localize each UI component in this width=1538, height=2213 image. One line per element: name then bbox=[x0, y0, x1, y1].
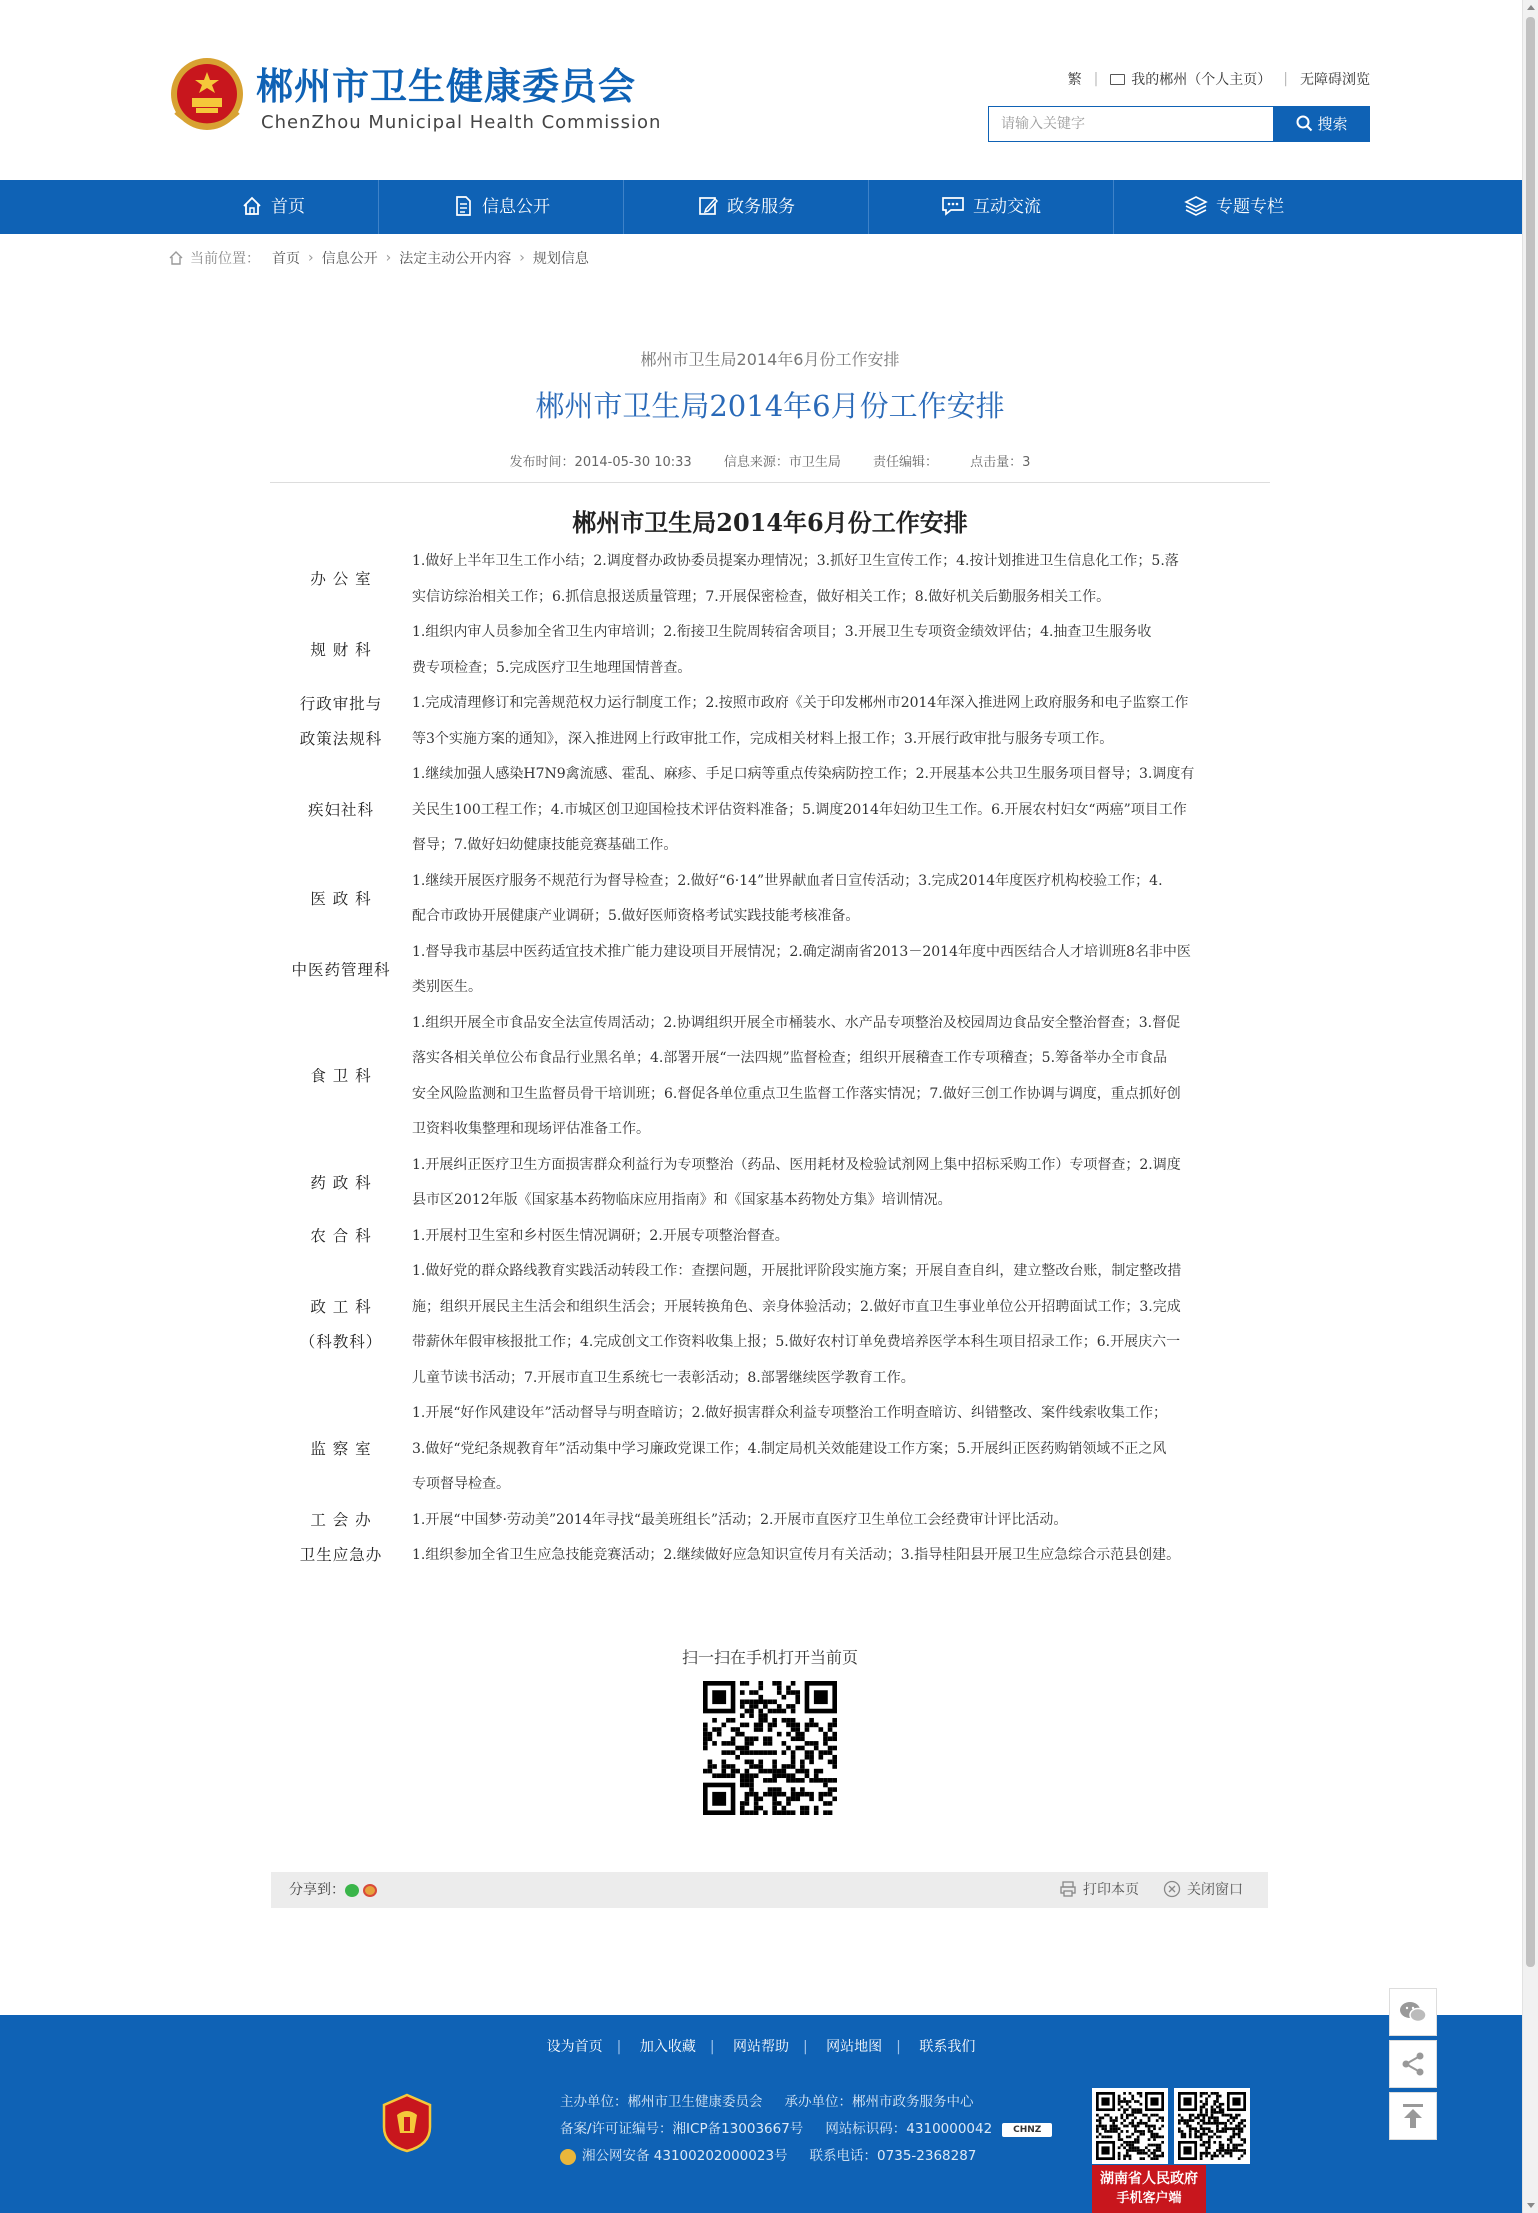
nav-label: 信息公开 bbox=[482, 197, 550, 217]
divider: | bbox=[709, 2039, 715, 2055]
department-name: 办 公 室 bbox=[310, 570, 372, 588]
footer-link-sitemap[interactable]: 网站地图 bbox=[826, 2039, 883, 2055]
divider: | bbox=[1093, 71, 1099, 87]
department-tasks: 1.组织内审人员参加全省卫生内审培训；2.衔接卫生院周转宿舍项目；3.开展卫生专项资金绩效评估；4.抽查卫生服务收 费专项检查；5.完成医疗卫生地理国情普查。 bbox=[412, 624, 1152, 676]
site-footer bbox=[0, 2015, 1522, 2213]
share-icon bbox=[1400, 2051, 1426, 2077]
back-to-top-button[interactable] bbox=[1389, 2092, 1437, 2140]
top-links bbox=[1068, 69, 1370, 89]
chevron-right-icon: › bbox=[385, 250, 392, 266]
search-icon bbox=[1296, 115, 1313, 132]
article-meta bbox=[270, 451, 1270, 470]
schedule-row bbox=[270, 686, 1270, 757]
department-tasks: 1.组织参加全省卫生应急技能竞赛活动；2.继续做好应急知识宣传月有关活动；3.指导桂阳县开展卫生应急综合示范县创建。 bbox=[412, 1547, 1181, 1563]
work-schedule bbox=[270, 544, 1270, 1574]
nav-label: 政务服务 bbox=[727, 197, 795, 217]
breadcrumb-label: 当前位置： bbox=[190, 251, 260, 267]
department-tasks: 1.开展纠正医疗卫生方面损害群众利益行为专项整治（药品、医用耗材及检验试剂网上集中招标采购工作）专项督查；2.调度 县市区2012年版《国家基本药物临床应用指南》和《国家基本药物处方集》培训情况。 bbox=[412, 1156, 1181, 1208]
print-label: 打印本页 bbox=[1083, 1882, 1139, 1898]
nav-item-special-topics[interactable] bbox=[1114, 180, 1354, 234]
nav-label: 专题专栏 bbox=[1216, 197, 1284, 217]
schedule-row bbox=[270, 935, 1270, 1006]
search-button-label: 搜索 bbox=[1317, 115, 1348, 133]
department-name: 中医药管理科 bbox=[291, 960, 391, 979]
close-window-button[interactable] bbox=[1163, 1872, 1243, 1908]
department-tasks: 1.组织开展全市食品安全法宣传周活动；2.协调组织开展全市桶装水、水产品专项整治及校园周边食品安全整治督查；3.督促 落实各相关单位公布食品行业黑名单；4.部署开展“一法四规”监督检查；组织开展稽查工作专项稽查；5.筹备举办全市食品 安全风险监测和卫生监督员骨干培训班；6.督促各单位重点卫生监督工作落实情况；7.做好三创工作协调与调度，重点抓好创 卫资料收集整理和现场评估准备工作。 bbox=[412, 1014, 1181, 1137]
schedule-row bbox=[270, 1006, 1270, 1148]
scrollbar-thumb[interactable] bbox=[1526, 17, 1535, 1967]
department-tasks: 1.继续加强人感染H7N9禽流感、霍乱、麻疹、手足口病等重点传染病防控工作；2.开展基本公共卫生服务项目督导；3.调度有 关民生100工程工作；4.市城区创卫迎国检技术评估资料准备；5.调度2014年妇幼卫生工作。6.开展农村妇女“两癌”项目工作 督导；7.做好妇幼健康技能竞赛基础工作。 bbox=[412, 766, 1195, 853]
breadcrumb-item-planning-info[interactable]: 规划信息 bbox=[532, 251, 589, 267]
divider: | bbox=[896, 2039, 901, 2055]
department-name: 疾妇社科 bbox=[307, 800, 374, 819]
chnz-badge[interactable]: CHNZ bbox=[1002, 2123, 1052, 2137]
schedule-row bbox=[270, 1538, 1270, 1574]
article-subtitle: 郴州市卫生局2014年6月份工作安排 bbox=[640, 350, 900, 369]
department-tasks: 1.开展“好作风建设年”活动督导与明查暗访；2.做好损害群众利益专项整治工作明查暗访、纠错整改、案件线索收集工作； 3.做好“党纪条规教育年”活动集中学习廉政党课工作；4.制定局机关效能建设工作方案；5.开展纠正医药购销领域不正之风 专项督导检查。 bbox=[412, 1405, 1168, 1492]
accessibility-link[interactable]: 无障碍浏览 bbox=[1300, 72, 1370, 88]
schedule-row bbox=[270, 1396, 1270, 1503]
my-chenzhou-link[interactable]: 我的郴州（个人主页） bbox=[1131, 72, 1272, 88]
divider: | bbox=[803, 2039, 808, 2055]
wechat-icon[interactable] bbox=[345, 1884, 359, 1897]
organizer: 承办单位：郴州市政务服务中心 bbox=[784, 2094, 974, 2110]
article-title: 郴州市卫生局2014年6月份工作安排 bbox=[535, 389, 1005, 423]
click-count: 点击量：3 bbox=[970, 455, 1031, 470]
footer-qr-code bbox=[1092, 2088, 1168, 2164]
footer-info bbox=[560, 2089, 1052, 2170]
schedule-row bbox=[270, 757, 1270, 864]
department-name: 卫生应急办 bbox=[299, 1546, 383, 1565]
footer-link-set-homepage[interactable]: 设为首页 bbox=[546, 2039, 603, 2055]
float-share-button[interactable] bbox=[1389, 2040, 1437, 2088]
schedule-row bbox=[270, 1254, 1270, 1396]
department-name: 监 察 室 bbox=[310, 1439, 372, 1458]
home-icon bbox=[168, 250, 184, 266]
schedule-row bbox=[270, 1503, 1270, 1539]
site-title[interactable]: 郴州市卫生健康委员会 bbox=[256, 65, 636, 108]
department-name: 政 工 科 （科教科） bbox=[299, 1298, 383, 1351]
footer-link-add-favorite[interactable]: 加入收藏 bbox=[639, 2039, 696, 2055]
department-name: 工 会 办 bbox=[310, 1510, 372, 1529]
police-record[interactable]: 湘公网安备 43100202000023号 bbox=[582, 2148, 788, 2164]
schedule-row bbox=[270, 544, 1270, 615]
layers-icon bbox=[1184, 195, 1208, 217]
scroll-down-arrow-icon[interactable] bbox=[1527, 2203, 1535, 2208]
share-bar bbox=[271, 1872, 1268, 1908]
main-nav bbox=[0, 180, 1522, 234]
info-source: 信息来源：市卫生局 bbox=[723, 455, 841, 470]
schedule-row bbox=[270, 864, 1270, 935]
site-subtitle: ChenZhou Municipal Health Commission bbox=[261, 112, 662, 133]
edit-icon bbox=[697, 195, 719, 217]
responsible-editor: 责任编辑： bbox=[873, 455, 939, 470]
department-name: 规 财 科 bbox=[310, 641, 372, 659]
share-label: 分享到： bbox=[289, 1882, 345, 1898]
sponsor: 主办单位：郴州市卫生健康委员会 bbox=[560, 2094, 763, 2110]
close-icon bbox=[1163, 1880, 1181, 1898]
party-gov-icon[interactable] bbox=[380, 2093, 434, 2153]
divider: | bbox=[616, 2039, 622, 2055]
divider bbox=[270, 482, 1270, 483]
monitor-icon bbox=[1110, 74, 1125, 85]
arrow-up-icon bbox=[1400, 2102, 1426, 2130]
department-tasks: 1.督导我市基层中医药适宜技术推广能力建设项目开展情况；2.确定湖南省2013－2014年度中西医结合人才培训班8名非中医 类别医生。 bbox=[412, 943, 1191, 995]
schedule-row bbox=[270, 1148, 1270, 1219]
home-icon bbox=[241, 195, 263, 217]
chat-icon bbox=[941, 195, 965, 217]
breadcrumb bbox=[168, 248, 589, 268]
search-button[interactable] bbox=[1274, 106, 1370, 142]
department-tasks: 1.开展村卫生室和乡村医生情况调研；2.开展专项整治督查。 bbox=[412, 1227, 789, 1244]
chevron-right-icon: › bbox=[308, 250, 314, 266]
float-wechat-button[interactable] bbox=[1389, 1988, 1437, 2036]
department-tasks: 1.做好党的群众路线教育实践活动转段工作：查摆问题，开展批评阶段实施方案；开展自查自纠，建立整改台账，制定整改措 施；组织开展民主生活会和组织生活会；开展转换角色、亲身体验活动；2.做好市直卫生事业单位公开招聘面试工作；3.完成 带薪休年假审核报批工作；4.完成创文工作资料收集上报；5.做好农村订单免费培养医学本科生项目招录工作；6.开展庆六一 儿童节读书活动；7.开展市直卫生系统七一表彰活动；8.部署继续医学教育工作。 bbox=[412, 1263, 1182, 1386]
site-header bbox=[0, 0, 1522, 180]
footer-links bbox=[0, 2036, 1522, 2056]
footer-link-help[interactable]: 网站帮助 bbox=[733, 2039, 789, 2055]
department-name: 农 合 科 bbox=[310, 1226, 372, 1245]
traditional-chinese-link[interactable]: 繁 bbox=[1067, 72, 1082, 88]
department-name: 药 政 科 bbox=[310, 1173, 372, 1192]
department-tasks: 1.开展“中国梦·劳动美”2014年寻找“最美班组长”活动；2.开展市直医疗卫生单位工会经费审计评比活动。 bbox=[412, 1511, 1068, 1528]
department-tasks: 1.完成清理修订和完善规范权力运行制度工作；2.按照市政府《关于印发郴州市2014年深入推进网上政府服务和电子监察工作 等3个实施方案的通知》，深入推进网上行政审批工作，完成相关材料上报工作；3.开展行政审批与服务专项工作。 bbox=[412, 695, 1189, 747]
breadcrumb-item-home[interactable]: 首页 bbox=[272, 251, 300, 267]
print-page-button[interactable] bbox=[1059, 1872, 1139, 1908]
nav-label: 互动交流 bbox=[973, 197, 1041, 217]
department-name: 医 政 科 bbox=[310, 889, 372, 908]
breadcrumb-item-info-disclosure[interactable]: 信息公开 bbox=[321, 251, 378, 267]
vertical-scrollbar[interactable] bbox=[1522, 0, 1538, 2213]
gov-badge-sub: 手机客户端 bbox=[1116, 2191, 1182, 2206]
footer-link-contact[interactable]: 联系我们 bbox=[919, 2039, 976, 2055]
nav-label: 首页 bbox=[271, 197, 305, 217]
footer-qr-code bbox=[1174, 2088, 1250, 2164]
content-title: 郴州市卫生局2014年6月份工作安排 bbox=[572, 508, 968, 537]
page-qr-code bbox=[703, 1681, 837, 1815]
nav-item-gov-services[interactable] bbox=[624, 180, 868, 234]
schedule-row bbox=[270, 615, 1270, 686]
department-name: 行政审批与 政策法规科 bbox=[299, 694, 383, 748]
publish-time: 发布时间：2014-05-30 10:33 bbox=[509, 455, 692, 470]
breadcrumb-item-statutory-content[interactable]: 法定主动公开内容 bbox=[399, 251, 512, 267]
qr-caption: 扫一扫在手机打开当前页 bbox=[681, 1648, 858, 1667]
department-name: 食 卫 科 bbox=[310, 1067, 372, 1085]
nav-item-interaction[interactable] bbox=[869, 180, 1113, 234]
department-tasks: 1.继续开展医疗服务不规范行为督导检查；2.做好“6·14”世界献血者日宣传活动；3.完成2014年度医疗机构校验工作；4. 配合市政协开展健康产业调研；5.做好医师资格考试实践技能考核准备。 bbox=[412, 872, 1163, 924]
printer-icon bbox=[1059, 1880, 1077, 1898]
department-tasks: 1.做好上半年卫生工作小结；2.调度督办政协委员提案办理情况；3.抓好卫生宣传工作；4.按计划推进卫生信息化工作；5.落 实信访综治相关工作；6.抓信息报送质量管理；7.开展保密检查，做好相关工作；8.做好机关后勤服务相关工作。 bbox=[412, 553, 1179, 605]
gov-badge-title: 湖南省人民政府 bbox=[1100, 2171, 1198, 2187]
nav-item-info-disclosure[interactable] bbox=[379, 180, 623, 234]
search-input[interactable]: 请输入关键字 bbox=[988, 106, 1274, 142]
site-code: 网站标识码：4310000042 bbox=[825, 2121, 993, 2137]
hunan-gov-app-badge[interactable] bbox=[1092, 2165, 1206, 2213]
nav-item-home[interactable] bbox=[168, 180, 378, 234]
close-label: 关闭窗口 bbox=[1187, 1882, 1243, 1898]
contact-phone: 联系电话：0735-2368287 bbox=[809, 2148, 977, 2164]
scroll-up-arrow-icon[interactable] bbox=[1527, 5, 1535, 10]
divider: | bbox=[1283, 71, 1288, 87]
icp-number[interactable]: 备案/许可证编号：湘ICP备13003667号 bbox=[560, 2121, 804, 2137]
chevron-right-icon: › bbox=[519, 250, 525, 266]
police-badge-icon bbox=[560, 2149, 576, 2165]
weibo-icon[interactable] bbox=[363, 1884, 377, 1897]
schedule-row bbox=[270, 1219, 1270, 1255]
wechat-icon bbox=[1398, 1999, 1428, 2025]
national-emblem-icon[interactable] bbox=[168, 54, 246, 136]
document-icon bbox=[452, 195, 474, 217]
